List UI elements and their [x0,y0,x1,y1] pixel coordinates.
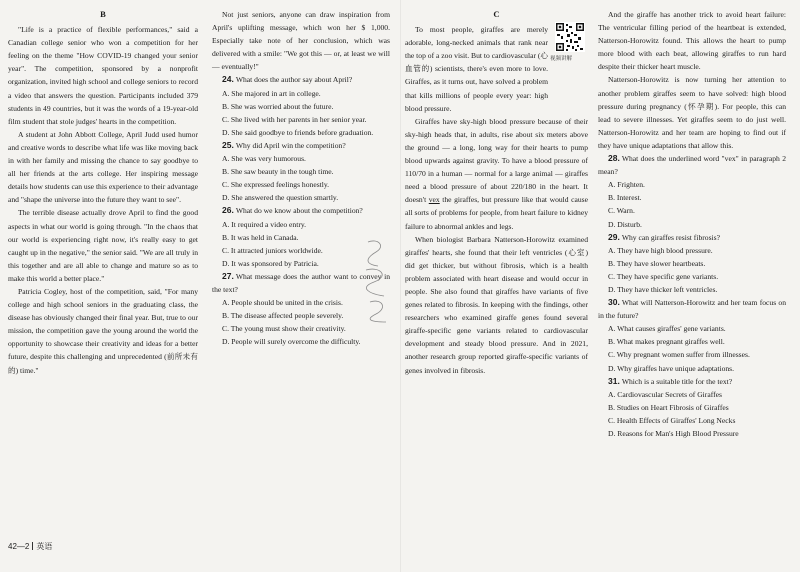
underlined-word-vex: vex [428,195,440,205]
answer-option[interactable]: C. Warn. [608,206,635,216]
passage-c-paragraph-2 [405,115,588,233]
answer-option[interactable]: D. People will surely overcome the difficulty. [222,337,361,347]
answer-option[interactable]: D. She said goodbye to friends before graduation. [222,127,374,137]
answer-option[interactable]: A. Frighten. [608,180,645,190]
question-number: 24. [222,74,234,85]
passage-b-paragraph-4: Patricia Cogley, host of the competition, said, "For many college and high school seniors in the graduating class, the disease has obviously changed their final year. But, true to our mission, the competition gave the young around the world the opportunity to showcase their creativity and ideas for a better future, despite this challenging and unprecedented (前所未有的) time." [8,286,198,375]
question-text: What message does the author want to convey in the text? [212,271,390,294]
passage-c-p2-text-after: the giraffes, but pressure like that would cause all sorts of problems for people, from heart failure to kidney failure to abnormal ankles and legs. [405,195,588,231]
answer-option[interactable]: A. She was very humorous. [222,154,306,164]
passage-b-paragraph-3: The terrible disease actually drove April to find the good aspects in what our world is going through. "In the chaos that our world is experiencing right now, it's really easy to get caught up in the negative," the senior said. "We are all truly in this together and are all able to change and mature so as to make this world a better place." [8,208,198,283]
question-text: What does the underlined word "vex" in paragraph 2 mean? [598,154,786,177]
qr-caption: 视频讲解 [550,56,573,62]
question-list-c [598,152,786,440]
answer-option[interactable]: A. People should be united in the crisis. [222,298,343,308]
footer-separator [32,542,33,550]
question-text: Why did April win the competition? [235,140,346,150]
passage-c-paragraph-3: When biologist Barbara Natterson-Horowitz examined giraffes' hearts, she found that their left ventricles (心室) did get thicker, but without fibrosis, which is a health problem associated with heart disease and would occur in people. She also found that giraffes have variants of five genes related to fibrosis. In keeping with the findings, other researchers who examined giraffe genes found several giraffe-specific gene variants related to cardiovascular development and steady blood pressure. And in 2021, another research group reported giraffe-specific variants of genes involved in fibrosis. [405,234,588,375]
answer-option[interactable]: C. It attracted juniors worldwide. [222,245,323,255]
answer-option[interactable]: D. Disturb. [608,219,642,229]
answer-option[interactable]: C. Health Effects of Giraffes' Long Necks [608,415,736,425]
answer-option[interactable]: B. What makes pregnant giraffes well. [608,337,725,347]
passage-c-column [405,8,588,377]
question-number: 27. [222,270,234,281]
answer-option[interactable]: C. They have specific gene variants. [608,271,719,281]
question-stem [212,73,390,86]
question-number: 25. [222,139,234,150]
passage-b-paragraph-5: Not just seniors, anyone can draw inspiration from April's uplifting message, which won her $ 1,000. Especially take note of her conclusion, which was delivered with a smile: "We got this — or, at least we will — eventually!" [212,10,390,72]
passage-c-paragraph-4: And the giraffe has another trick to avoid heart failure: The ventricular filling period of the heartbeat is extended, Natterson-Horowitz found. This allows the heart to pump more blood with each beat, allowing giraffes to run hard despite their thicker heart muscle. [598,10,786,72]
answer-option[interactable]: A. What causes giraffes' gene variants. [608,324,726,334]
question-number: 29. [608,231,620,242]
answer-option[interactable]: D. Reasons for Man's High Blood Pressure [608,429,739,438]
answer-option[interactable]: A. She majored in art in college. [222,88,321,98]
question-number: 31. [608,375,620,386]
question-stem [212,204,390,217]
passage-c-heading: C [493,9,500,19]
question-stem [598,231,786,244]
answer-option[interactable]: C. She lived with her parents in her senior year. [222,114,367,124]
page-footer [8,541,52,552]
passage-c-p1-text: To most people, giraffes are merely adorable, long-necked animals that rank near the top of a zoo visit. But to cardiovascular (心血管的) scientists, there's even more to love. Giraffes, as it turns out, have solved a problem that kills millions of people every year: high blood pressure. [405,25,548,113]
answer-option[interactable]: B. She was worried about the future. [222,101,334,111]
page-number: 42—2 [8,542,30,551]
question-text: What do we know about the competition? [235,206,363,216]
question-stem [598,296,786,322]
answer-option[interactable]: C. The young must show their creativity. [222,324,346,334]
question-number: 28. [608,153,620,164]
question-stem [598,375,786,388]
question-text: Which is a suitable title for the text? [621,376,733,386]
answer-option[interactable]: B. The disease affected people severely. [222,311,344,321]
passage-b-column [8,8,198,377]
handwriting-mark [360,236,400,326]
passage-c-p2-text-before: Giraffes have sky-high blood pressure because of their sky-high heads that, in adults, rise about six meters above the ground — a long, long way for their hearts to pump blood upwards against gravity. To have a blood pressure of 110/70 in a human — normal for a large animal — giraffes need a blood pressure of about 220/180 in the heart. It doesn't [405,116,588,205]
question-text: Why can giraffes resist fibrosis? [621,232,720,242]
answer-option[interactable]: D. They have thicker left ventricles. [608,284,718,294]
answer-option[interactable]: A. It required a video entry. [222,219,307,229]
passage-b-paragraph-2: A student at John Abbott College, April Judd used humor and creative words to describe what life was like moving back in with her family and missing the chance to say goodbye to all her friends at the arts college. Her inspiring message details how students can use this experience to their advantage and "shape the universe into the future they want to see". [8,129,198,205]
answer-option[interactable]: D. She answered the question smartly. [222,193,339,203]
answer-option[interactable]: B. She saw beauty in the tough time. [222,167,334,177]
question-text: What will Natterson-Horowitz and her team focus on in the future? [598,298,786,321]
question-text: What does the author say about April? [235,75,353,85]
question-stem [598,152,786,178]
answer-option[interactable]: C. She expressed feelings honestly. [222,180,330,190]
passage-b-heading: B [100,9,106,19]
passage-c-paragraph-5: Natterson-Horowitz is now turning her attention to another problem giraffes seem to have solved: high blood pressure during pregnancy (怀孕期). For people, this can lead to severe illnesses. Yet giraffes seem to do just well. Natterson-Horowitz and her team are hoping to find out if they have unique adaptations that allow this. [598,75,786,150]
question-number: 30. [608,297,620,308]
subject-label: 英语 [36,542,53,551]
answer-option[interactable]: B. Interest. [608,193,642,203]
question-number: 26. [222,205,234,216]
questions-c-column [598,8,786,440]
answer-option[interactable]: C. Why pregnant women suffer from illnesses. [608,350,750,360]
answer-option[interactable]: B. They have slower heartbeats. [608,258,706,268]
answer-option[interactable]: B. Studies on Heart Fibrosis of Giraffes [608,402,729,412]
question-stem [212,139,390,152]
answer-option[interactable]: B. It was held in Canada. [222,232,299,242]
answer-option[interactable]: A. Cardiovascular Secrets of Giraffes [608,389,722,399]
answer-option[interactable]: A. They have high blood pressure. [608,245,713,255]
qr-code-icon[interactable] [555,22,585,52]
passage-b-paragraph-1: "Life is a practice of flexible performances," said a Canadian college senior who won a competition for her feeling on the theme "How COVID-19 changed your senior year". The competition, sponsored by a nonprofit organization, invited high school and college seniors to record a video that answers the question. Participants included 379 students in 49 countries, but it was the words of a 19-year-old film student that stole judges' hearts in the competition. [8,25,198,126]
answer-option[interactable]: D. It was sponsored by Patricia. [222,258,319,268]
answer-option[interactable]: D. Why giraffes have unique adaptations. [608,363,735,373]
page-fold-divider [400,0,401,572]
